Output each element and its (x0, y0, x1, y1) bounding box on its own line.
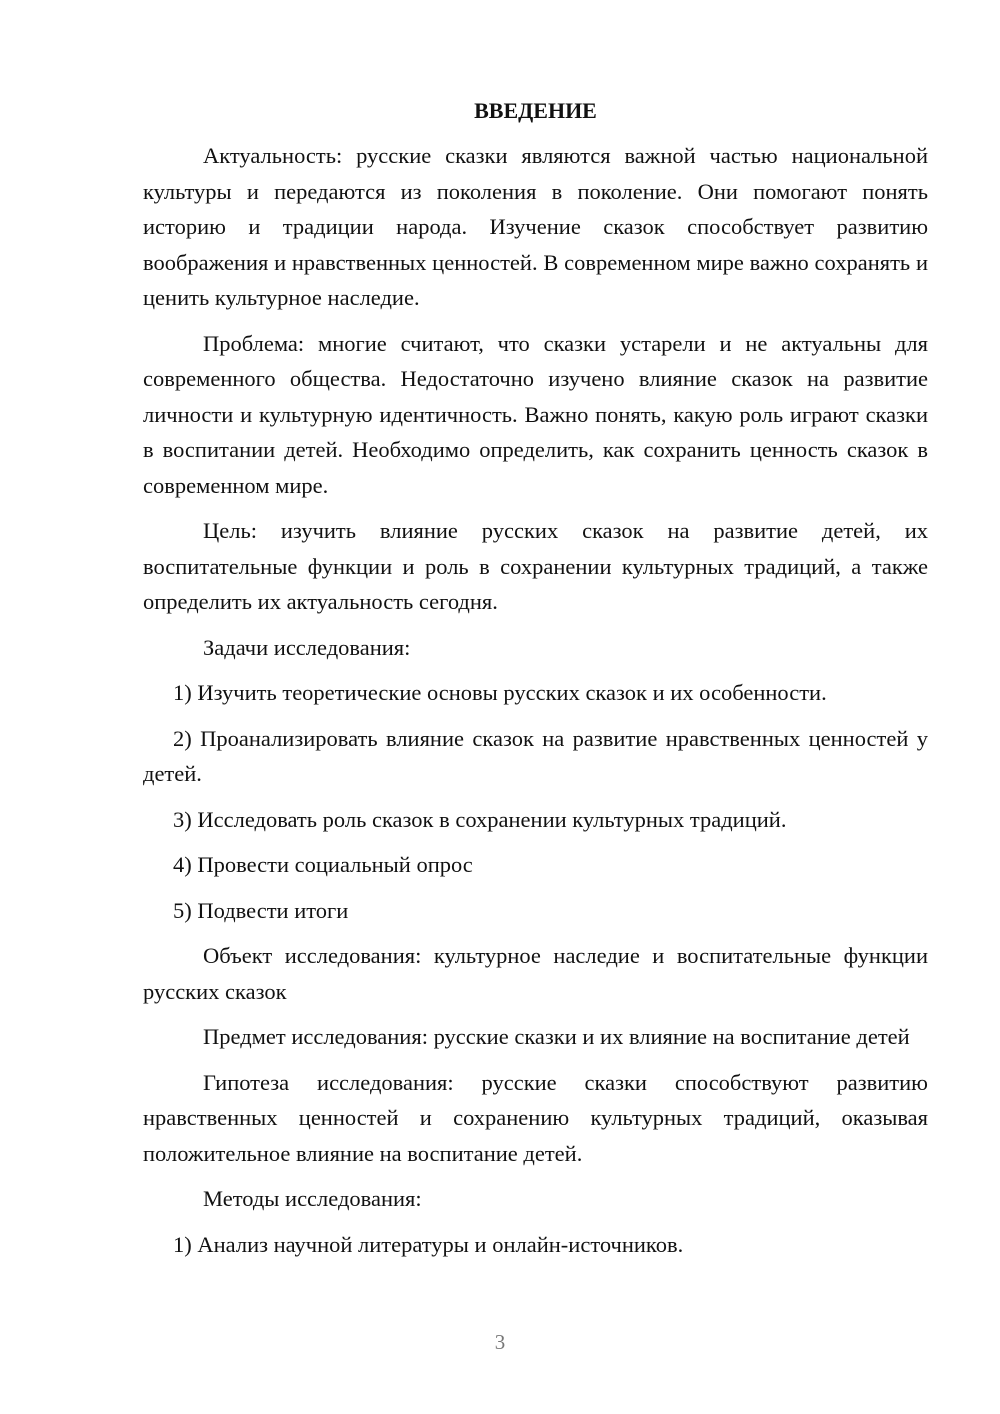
task-item-5: 5) Подвести итоги (173, 897, 349, 923)
task-item-4: 4) Провести социальный опрос (173, 852, 473, 877)
paragraph-relevance: Актуальность: русские сказки являются важной частью национальной культуры и передаются из поколения в поколение. Они помогают понять историю и традиции народа. Изучение сказок способствует развитию воображения и нравственных ценностей. В современном мире важно сохранять и ценить культурное наследие. (143, 143, 928, 310)
task-item-2: 2) Проанализировать влияние сказок на развитие нравственных ценностей у детей. (143, 725, 928, 786)
paragraph-subject: Предмет исследования: русские сказки и их влияние на воспитание детей (203, 1024, 910, 1049)
page-title: ВВЕДЕНИЕ (474, 98, 597, 123)
method-item-1: 1) Анализ научной литературы и онлайн-источников. (173, 1231, 684, 1257)
task-item-1: 1) Изучить теоретические основы русских сказок и их особенности. (173, 680, 827, 705)
paragraph-problem: Проблема: многие считают, что сказки устарели и не актуальны для современного общества. Недостаточно изучено влияние сказок на развитие личности и культурную идентичность. Важно понять, какую роль играют сказки в воспитании детей. Необходимо определить, как сохранить ценность сказок в современном мире. (143, 330, 928, 498)
page-number: 3 (494, 1330, 506, 1354)
task-item-3: 3) Исследовать роль сказок в сохранении культурных традиций. (173, 806, 787, 832)
paragraph-goal: Цель: изучить влияние русских сказок на развитие детей, их воспитательные функции и роль в сохранении культурных традиций, а также определить их актуальность сегодня. (143, 518, 928, 614)
paragraph-hypothesis: Гипотеза исследования: русские сказки способствуют развитию нравственных ценностей и сохранению культурных традиций, оказывая положительное влияние на воспитание детей. (143, 1069, 928, 1166)
document-page (143, 96, 928, 1272)
paragraph-object: Объект исследования: культурное наследие и воспитательные функции русских сказок (143, 943, 928, 1004)
methods-heading: Методы исследования: (203, 1186, 422, 1211)
tasks-heading: Задачи исследования: (203, 634, 411, 660)
